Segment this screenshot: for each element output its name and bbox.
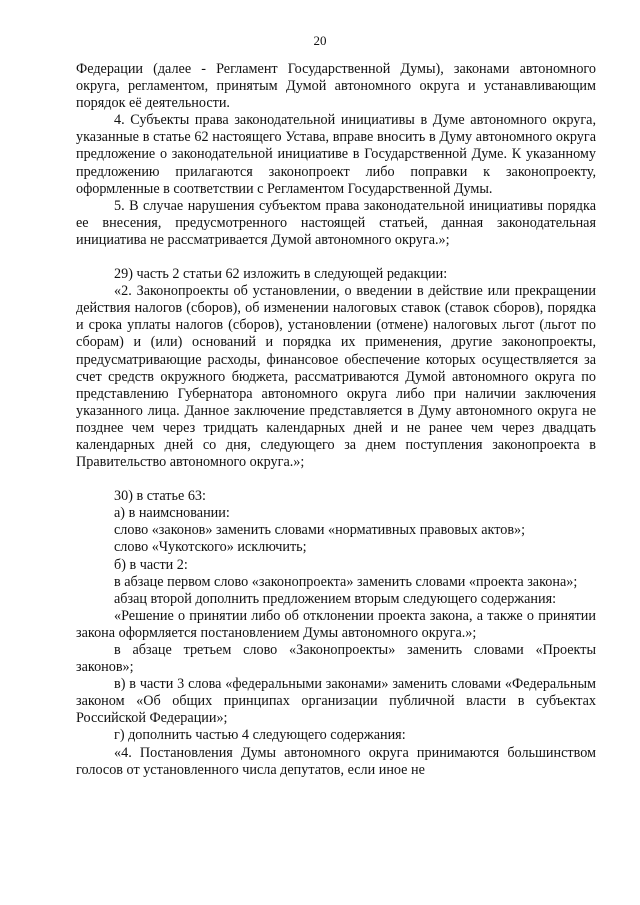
paragraph: 4. Субъекты права законодательной инициативы в Думе автономного округа, указанные в статье 62 настоящего Устава, вправе вносить в Думу автономного округа предложение о законодательной инициативе в Государственной Думе. К указанному предложению прилагаются законопроект либо поправки к законопроекту, оформленные в соответствии с Регламентом Государственной Думы. [76,112,596,197]
paragraph: 5. В случае нарушения субъектом права законодательной инициативы порядка ее внесения, предусмотренного настоящей статьей, данная законодательная инициатива не рассматривается Думой автономного округа.»; [76,197,596,248]
paragraph: слово «законов» заменить словами «нормативных правовых актов»; [114,522,526,539]
paragraph: слово «Чукотского» исключить; [114,539,307,556]
paragraph: в) в части 3 слова «федеральными законами» заменить словами «Федеральным законом «Об общих принципах организации публичной власти в субъектах Российской Федерации»; [76,676,596,727]
paragraph: в абзаце первом слово «законопроекта» заменить словами «проекта закона»; [114,573,578,590]
paragraph: а) в наимсновании: [114,505,230,522]
paragraph: «2. Законопроекты об установлении, о введении в действие или прекращении действия налогов (сборов), об изменении налоговых ставок (ставок сборов), порядка и срока уплаты налогов (сборов), установлении (отмене) налоговых льгот (льгот по сборам) и (или) оснований и порядка их применения, другие законопроекты, предусматривающие расходы, финансовое обеспечение которых осуществляется за счет средств окружного бюджета, рассматриваются Думой автономного округа по представлению Губернатора автономного округа либо при наличии заключения указанного лица. Данное заключение представляется в Думу автономного округа не позднее чем через тридцать календарных дней и не ранее чем через двадцать календарных дней со дня, следующего за днем поступления законопроекта в Правительство автономного округа.»; [76,283,596,471]
paragraph: «4. Постановления Думы автономного округа принимаются большинством голосов от установленного числа депутатов, если иное не [76,744,596,778]
paragraph: «Решение о принятии либо об отклонении проекта закона, а также о принятии закона оформляется постановлением Думы автономного округа.»; [76,607,596,641]
paragraph: Федерации (далее - Регламент Государственной Думы), законами автономного округа, регламентом, принятым Думой автономного округа и устанавливающим порядок её деятельности. [76,61,596,112]
document-body [76,61,596,779]
paragraph: г) дополнить частью 4 следующего содержания: [114,727,406,744]
paragraph: абзац второй дополнить предложением вторым следующего содержания: [114,590,557,607]
paragraph: 30) в статье 63: [114,488,206,505]
paragraph: в абзаце третьем слово «Законопроекты» заменить словами «Проекты законов»; [76,642,596,676]
paragraph: 29) часть 2 статьи 62 изложить в следующей редакции: [114,266,448,283]
page-number: 20 [313,33,327,48]
paragraph: б) в части 2: [114,556,188,573]
